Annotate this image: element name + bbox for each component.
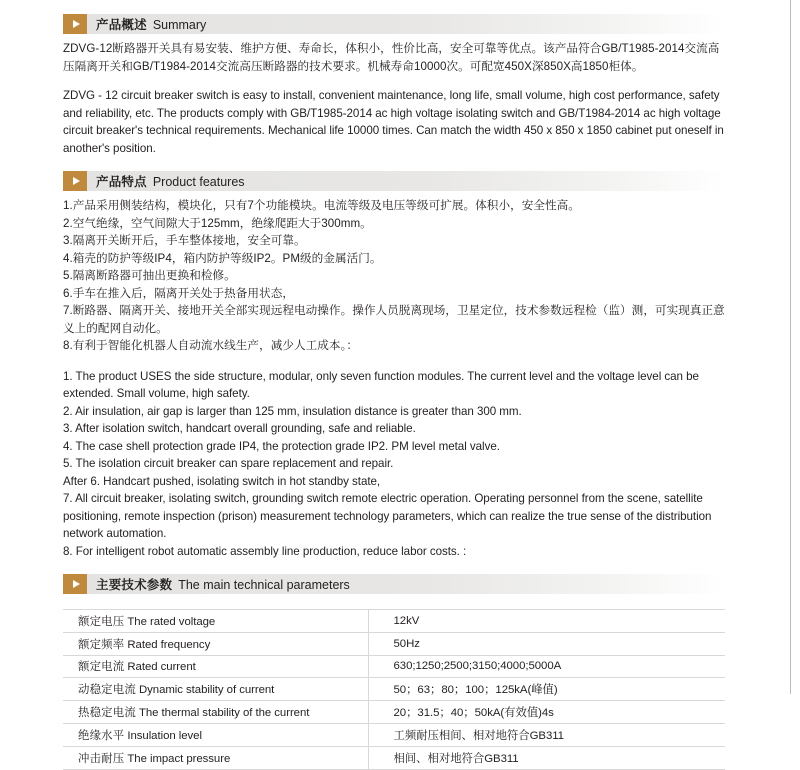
list-item: 6.手车在推入后，隔离开关处于热备用状态， (63, 286, 295, 300)
parameter-label-cn: 热稳定电流 (78, 707, 136, 720)
list-item: 4. The case shell protection grade IP4, the protection grade IP2. PM level metal valve. (63, 439, 500, 453)
table-row (63, 678, 725, 701)
features-list-cn (63, 197, 725, 355)
section-title-en: Summary (152, 18, 207, 32)
list-item: 5. The isolation circuit breaker can spare replacement and repair. (63, 457, 394, 470)
table-cell-value: 50；63；80；100；125kA(峰值) (368, 678, 725, 701)
list-item: 2. Air insulation, air gap is larger than 125 mm, insulation distance is greater than 300 mm. (63, 404, 522, 418)
parameter-label-en: The impact pressure (127, 752, 231, 765)
parameter-label-cn: 绝缘水平 (78, 729, 125, 742)
parameter-label-cn: 额定电压 (78, 615, 125, 628)
play-triangle-icon (63, 574, 87, 594)
list-item: 2.空气绝缘，空气间隙大于125mm，绝缘爬距大于300mm。 (63, 216, 372, 230)
list-item: 7. All circuit breaker, isolating switch, grounding switch remote electric operation. Operating personnel from the scene, satellite positioning, remote inspection (prison) measurement technology parameters, which can realize the true sense of the distribution network automation. (63, 492, 712, 540)
section-title-cn: 产品概述 (96, 18, 147, 32)
parameter-label-cn: 额定电流 (78, 661, 125, 674)
parameter-label-en: The rated voltage (127, 615, 216, 628)
list-item: 4.箱壳的防护等级IP4，箱内防护等级IP2。PM级的金属活门。 (63, 251, 382, 265)
table-cell-value: 50Hz (368, 632, 725, 655)
section-header-features (63, 171, 725, 191)
section-title-cn: 主要技术参数 (96, 578, 173, 592)
play-triangle-icon (63, 171, 87, 191)
section-header-summary (63, 14, 725, 34)
table-row (63, 723, 725, 746)
section-title-en: Product features (152, 175, 245, 189)
table-cell-value: 20；31.5；40；50kA(有效值)4s (368, 701, 725, 724)
table-cell-value: 12kV (368, 610, 725, 633)
table-cell-parameter (63, 610, 368, 633)
section-title-group (87, 575, 350, 593)
summary-paragraph-cn: ZDVG-12断路器开关具有易安装、维护方便、寿命长，体积小，性价比高，安全可靠等优点。该产品符合GB/T1985-2014交流高压隔离开关和GB/T1984-2014交流高压断路器的技术要求。机械寿命10000次。可配宽450X深850X高1850柜体。 (63, 42, 720, 73)
table-cell-value: 工频耐压相间、相对地符合GB311 (368, 723, 725, 746)
features-list-en (63, 368, 725, 561)
section-title-en: The main technical parameters (178, 578, 350, 592)
table-cell-value: 相间、相对地符合GB311 (368, 746, 725, 769)
table-row (63, 746, 725, 769)
table-cell-parameter (63, 678, 368, 701)
list-item: 7.断路器、隔离开关、接地开关全部实现远程电动操作。操作人员脱离现场，卫星定位，技术参数远程检（监）测，可实现真正意义上的配网自动化。 (63, 304, 725, 335)
list-item: After 6. Handcart pushed, isolating switch in hot standby state, (63, 474, 381, 488)
table-cell-parameter (63, 723, 368, 746)
parameter-label-en: Rated current (127, 661, 196, 674)
table-row (63, 632, 725, 655)
page-edge-rule (790, 0, 791, 694)
list-item: 8. For intelligent robot automatic assembly line production, reduce labor costs. : (63, 544, 467, 558)
play-triangle-icon (63, 14, 87, 34)
document-page (63, 0, 725, 770)
parameter-label-en: Dynamic stability of current (138, 684, 275, 697)
section-title-cn: 产品特点 (96, 175, 147, 189)
table-cell-parameter (63, 701, 368, 724)
table-cell-parameter (63, 632, 368, 655)
table-cell-parameter (63, 746, 368, 769)
table-cell-parameter (63, 655, 368, 678)
section-title-group (87, 172, 245, 190)
parameter-label-en: Rated frequency (127, 638, 211, 651)
table-cell-value: 630;1250;2500;3150;4000;5000A (368, 655, 725, 678)
table-row (63, 701, 725, 724)
parameter-label-en: Insulation level (127, 729, 202, 742)
summary-paragraph-en: ZDVG - 12 circuit breaker switch is easy to install, convenient maintenance, long life, small volume, high cost performance, safety and reliability, etc. The products comply with GB/T1985-2014 ac high voltage isolating switch and GB/T1984-2014 ac high voltage circuit breaker's technical requirements. Mechanical life 10000 times. Can match the width 450 x 850 x 1850 cabinet put oneself in another's position. (63, 89, 724, 155)
list-item: 8.有利于智能化机器人自动流水线生产，减少人工成本。： (63, 339, 359, 352)
section-header-parameters (63, 574, 725, 594)
list-item: 3. After isolation switch, handcart overall grounding, safe and reliable. (63, 422, 416, 435)
parameter-label-cn: 动稳定电流 (78, 684, 136, 697)
list-item: 3.隔离开关断开后，手车整体接地，安全可靠。 (63, 234, 306, 247)
parameter-label-cn: 额定频率 (78, 638, 125, 651)
table-row (63, 655, 725, 678)
parameter-label-en: The thermal stability of the current (138, 707, 310, 720)
list-item: 1.产品采用侧装结构，模块化，只有7个功能模块。电流等级及电压等级可扩展。体积小，安全性高。 (63, 199, 580, 212)
parameter-label-cn: 冲击耐压 (78, 752, 125, 765)
list-item: 1. The product USES the side structure, modular, only seven function modules. The current level and the voltage level can be extended. Small volume, high safety. (63, 369, 699, 400)
list-item: 5.隔离断路器可抽出更换和检修。 (63, 269, 236, 282)
table-row (63, 610, 725, 633)
section-title-group (87, 15, 206, 33)
specifications-table (63, 609, 725, 770)
